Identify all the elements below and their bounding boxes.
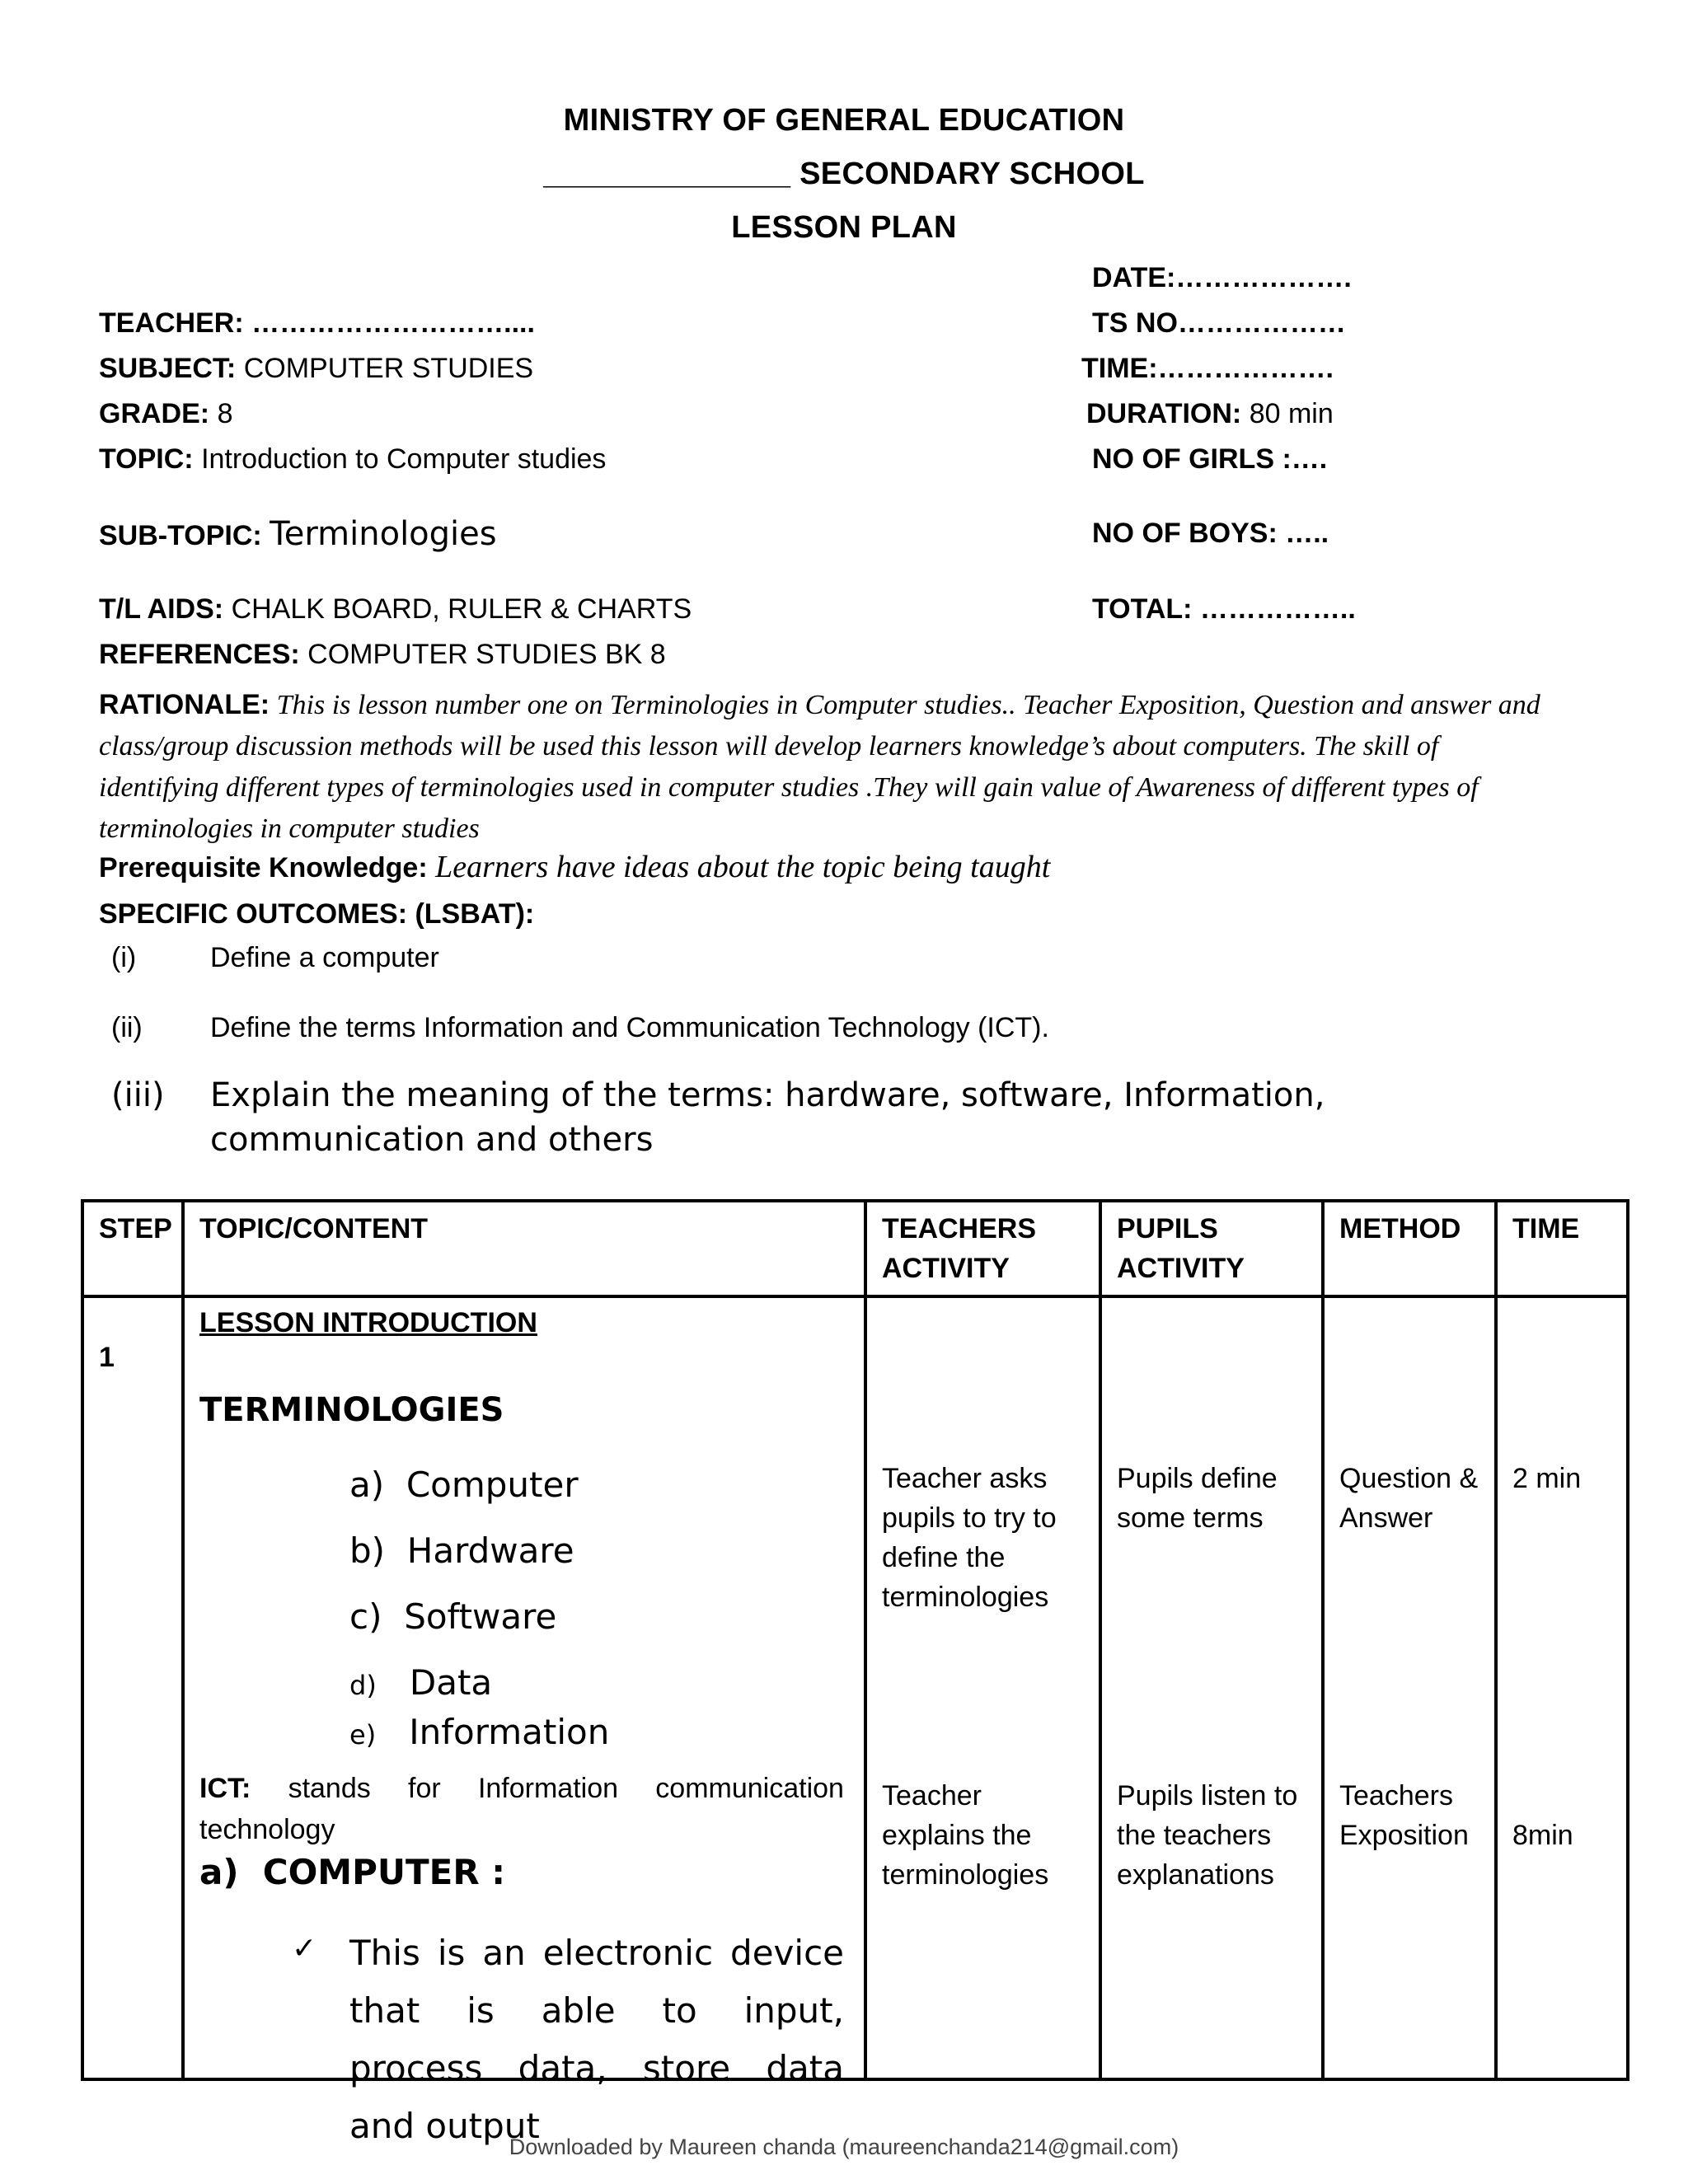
- rationale-label: RATIONALE:: [99, 689, 270, 720]
- computer-definition: This is an electronic device that is able to input, process data, store data and output: [349, 1933, 844, 2146]
- duration-label: DURATION:: [1086, 398, 1242, 429]
- tsno-field: [1092, 307, 1346, 340]
- outcome-3-num: (iii): [111, 1076, 165, 1114]
- header-pupils-activity: PUPILS ACTIVITY: [1100, 1201, 1323, 1296]
- time-cell: [1496, 1296, 1628, 2079]
- teacher-value: ………………………....: [251, 307, 535, 339]
- ict-line: [199, 1768, 844, 1809]
- total-text: TOTAL: ……………..: [1092, 593, 1356, 625]
- lesson-steps-table: [81, 1199, 1629, 2146]
- header-method: METHOD: [1323, 1201, 1496, 1296]
- time-field: [1081, 353, 1334, 385]
- method-cell: [1323, 1296, 1496, 2079]
- girls-field: [1092, 443, 1327, 476]
- teachers-activity-cell: [865, 1296, 1100, 2079]
- rationale-text: This is lesson number one on Terminologies in Computer studies.. Teacher Exposition, Question and answer and class/group discussion methods will be used this lesson will develop learners knowledge’s about computers. The skill of identifying different types of terminologies used in computer studies .They will gain value of Awareness of different types of terminologies in computer studies: [99, 690, 1540, 844]
- boys-field: [1092, 518, 1329, 550]
- time-text: TIME:……………….: [1081, 353, 1334, 384]
- term-letter: b): [349, 1530, 386, 1571]
- table-row: [82, 1296, 1628, 2079]
- teachers-activity-wrap: [867, 1298, 1099, 2078]
- checkmark-icon: ✓: [292, 1931, 317, 1965]
- teacher-activity-2: Teacher explains the terminologies: [882, 1780, 1049, 1891]
- ict-last-line: technology: [199, 1814, 335, 1845]
- outcome-1-text: Define a computer: [210, 942, 439, 973]
- pupils-activity-2: Pupils listen to the teachers explanations: [1117, 1780, 1298, 1891]
- aids-field: [99, 593, 692, 626]
- outcome-2-text: Define the terms Information and Communication Technology (ICT).: [210, 1012, 1049, 1043]
- term-item: [349, 1465, 579, 1505]
- subject-value: COMPUTER STUDIES: [243, 353, 534, 384]
- teacher-activity-1: Teacher asks pupils to try to define the terminologies: [882, 1463, 1057, 1613]
- topic-label: TOPIC:: [99, 443, 194, 475]
- term-item: [349, 1597, 556, 1637]
- download-footer: Downloaded by Maureen chanda (maureenchanda214@gmail.com): [509, 2135, 1179, 2159]
- teacher-field: [99, 307, 535, 340]
- pupils-activity-1: Pupils define some terms: [1117, 1463, 1278, 1534]
- ict-definition: [199, 1768, 844, 1850]
- time-1: 2 min: [1512, 1463, 1582, 1494]
- aids-label: T/L AIDS:: [99, 593, 224, 625]
- term-text: Data: [409, 1662, 493, 1703]
- header-teachers-activity: TEACHERS ACTIVITY: [865, 1201, 1100, 1296]
- subtopic-label: SUB-TOPIC:: [99, 520, 262, 551]
- subtopic-field: [99, 515, 497, 553]
- topic-content-wrap: [185, 1298, 864, 2146]
- total-field: [1092, 593, 1356, 626]
- header-step: STEP: [82, 1201, 183, 1296]
- pupils-activity-wrap: [1102, 1298, 1321, 2078]
- tsno-text: TS NO………………: [1092, 307, 1346, 339]
- boys-text: NO OF BOYS: …..: [1092, 518, 1329, 549]
- date-field: [1092, 262, 1352, 294]
- terminologies-title: TERMINOLOGIES: [199, 1391, 504, 1429]
- method-2: Teachers Exposition: [1339, 1780, 1469, 1851]
- time-2: 8min: [1512, 1820, 1573, 1851]
- grade-value: 8: [217, 398, 233, 429]
- ict-word: for: [408, 1773, 441, 1804]
- term-letter: e): [349, 1719, 377, 1750]
- outcome-3-text: Explain the meaning of the terms: hardware, software, Information, communication and others: [210, 1076, 1325, 1159]
- ict-word: stands: [288, 1773, 371, 1804]
- ict-word: Information: [477, 1773, 619, 1804]
- term-text: Hardware: [406, 1530, 574, 1571]
- prerequisite-line: [99, 849, 1050, 885]
- aids-value: CHALK BOARD, RULER & CHARTS: [231, 593, 692, 625]
- computer-heading: a) COMPUTER :: [199, 1852, 506, 1892]
- girls-text: NO OF GIRLS :….: [1092, 443, 1328, 475]
- term-text: Software: [404, 1596, 557, 1637]
- method-1: Question & Answer: [1339, 1463, 1479, 1534]
- lesson-introduction-heading: LESSON INTRODUCTION: [199, 1307, 537, 1338]
- term-item: [349, 1531, 574, 1571]
- outcomes-heading: SPECIFIC OUTCOMES: (LSBAT):: [99, 898, 535, 930]
- topic-field: [99, 443, 606, 476]
- references-value: COMPUTER STUDIES BK 8: [307, 639, 666, 670]
- grade-label: GRADE:: [99, 398, 210, 429]
- subject-label: SUBJECT:: [99, 353, 237, 384]
- header-topic-content: TOPIC/CONTENT: [183, 1201, 865, 1296]
- duration-value: 80 min: [1249, 398, 1334, 429]
- outcome-1-num: (i): [111, 942, 137, 973]
- table-header-row: [82, 1201, 1628, 1296]
- teacher-label: TEACHER:: [99, 307, 244, 339]
- references-label: REFERENCES:: [99, 639, 300, 670]
- term-text: Computer: [406, 1465, 579, 1505]
- term-text: Information: [409, 1712, 610, 1752]
- topic-content-cell: [183, 1296, 865, 2146]
- header-time: TIME: [1496, 1201, 1628, 1296]
- references-field: [99, 639, 666, 671]
- rationale-paragraph: [99, 684, 1558, 850]
- ministry-heading: MINISTRY OF GENERAL EDUCATION: [563, 103, 1125, 138]
- outcome-2-num: (ii): [111, 1012, 143, 1043]
- school-heading: ______________ SECONDARY SCHOOL: [543, 157, 1145, 191]
- prerequisite-label: Prerequisite Knowledge:: [99, 852, 428, 883]
- date-text: DATE:……………….: [1092, 262, 1352, 293]
- term-letter: c): [349, 1596, 382, 1637]
- ict-word: communication: [655, 1773, 844, 1804]
- term-letter: a): [349, 1465, 385, 1505]
- topic-value: Introduction to Computer studies: [201, 443, 607, 475]
- prerequisite-text: Learners have ideas about the topic being taught: [435, 850, 1051, 884]
- grade-field: [99, 398, 232, 430]
- subtopic-value: Terminologies: [270, 515, 497, 553]
- term-item: [349, 1713, 609, 1755]
- ict-label: ICT:: [199, 1773, 251, 1804]
- term-item: [349, 1663, 492, 1705]
- term-letter: d): [349, 1670, 377, 1701]
- subject-field: [99, 353, 533, 385]
- step-number: 1: [82, 1296, 183, 2079]
- pupils-activity-cell: [1100, 1296, 1323, 2079]
- time-wrap: [1498, 1298, 1626, 2078]
- duration-field: [1086, 398, 1334, 430]
- method-wrap: [1325, 1298, 1494, 2078]
- lesson-plan-title: LESSON PLAN: [731, 210, 957, 245]
